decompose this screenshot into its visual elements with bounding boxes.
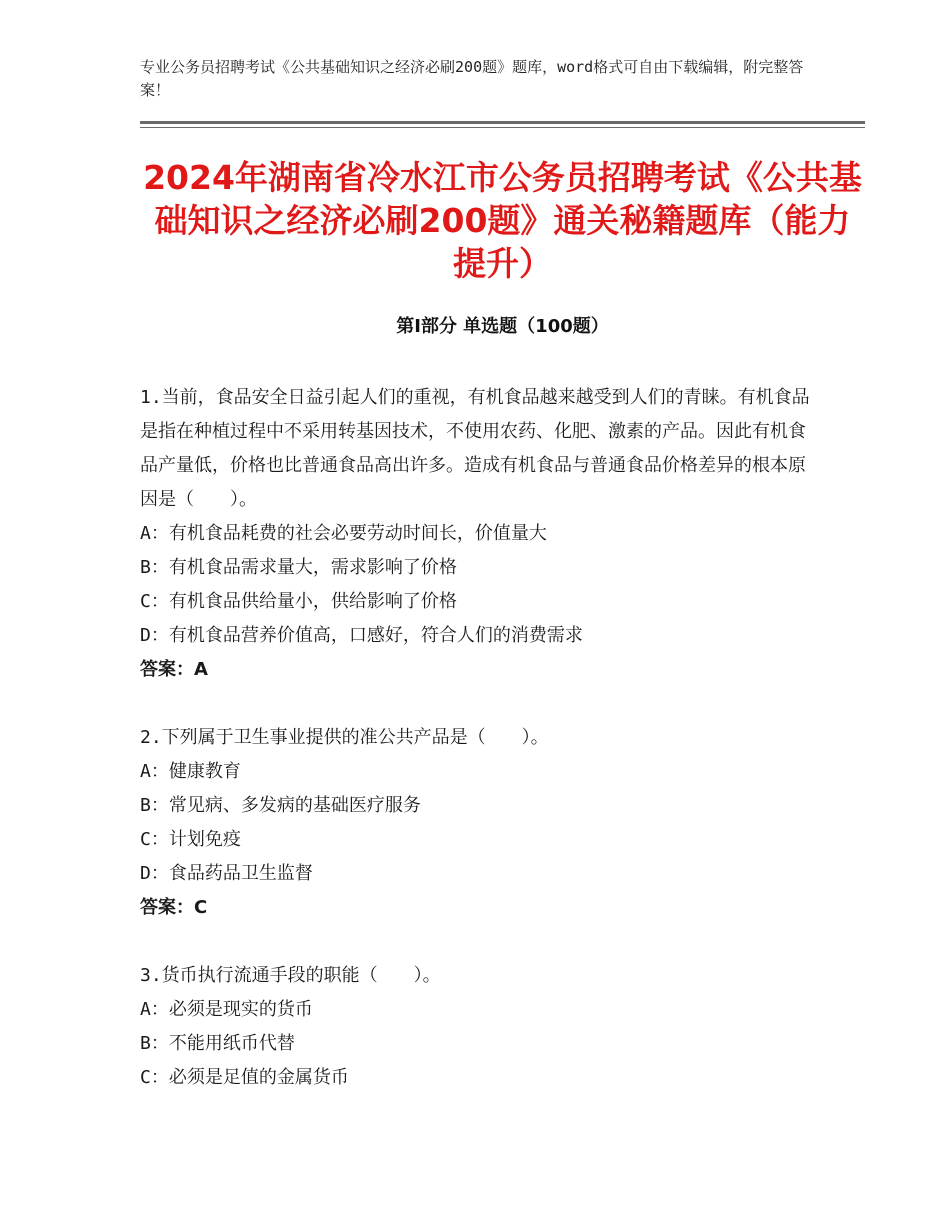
question-item <box>140 721 820 925</box>
question-option: B：常见病、多发病的基础医疗服务 <box>140 795 421 816</box>
question-item <box>140 959 820 1095</box>
question-option: B：不能用纸币代替 <box>140 1033 295 1054</box>
question-option: A：健康教育 <box>140 761 241 782</box>
question-option: C：有机食品供给量小，供给影响了价格 <box>140 591 457 612</box>
header-note: 专业公务员招聘考试《公共基础知识之经济必刷200题》题库，word格式可自由下载编辑，附完整答案！ <box>140 58 804 99</box>
question-option: D：食品药品卫生监督 <box>140 863 313 884</box>
question-stem: 1.当前，食品安全日益引起人们的重视，有机食品越来越受到人们的青睐。有机食品是指在种植过程中不采用转基因技术，不使用农药、化肥、激素的产品。因此有机食品产量低，价格也比普通食品高出许多。造成有机食品与普通食品价格差异的根本原因是（ ）。 <box>140 387 810 510</box>
question-answer: 答案：C <box>140 897 208 918</box>
header-divider-thick <box>140 121 865 124</box>
question-stem: 3.货币执行流通手段的职能（ ）。 <box>140 965 441 986</box>
question-answer: 答案：A <box>140 659 208 680</box>
question-option: C：计划免疫 <box>140 829 241 850</box>
question-stem: 2.下列属于卫生事业提供的准公共产品是（ ）。 <box>140 727 549 748</box>
question-spacer <box>140 925 820 959</box>
question-option: B：有机食品需求量大，需求影响了价格 <box>140 557 457 578</box>
question-spacer <box>140 687 820 721</box>
question-option: A：必须是现实的货币 <box>140 999 313 1020</box>
question-list <box>140 381 820 1095</box>
header-divider-thin <box>140 127 865 128</box>
document-title: 2024年湖南省冷水江市公务员招聘考试《公共基础知识之经济必刷200题》通关秘籍题库（能力提升） <box>143 158 862 283</box>
section-title: 第Ⅰ部分 单选题（100题） <box>396 316 609 337</box>
question-option: D：有机食品营养价值高，口感好，符合人们的消费需求 <box>140 625 583 646</box>
question-option: A：有机食品耗费的社会必要劳动时间长，价值量大 <box>140 523 547 544</box>
question-item <box>140 381 820 687</box>
question-option: C：必须是足值的金属货币 <box>140 1067 349 1088</box>
